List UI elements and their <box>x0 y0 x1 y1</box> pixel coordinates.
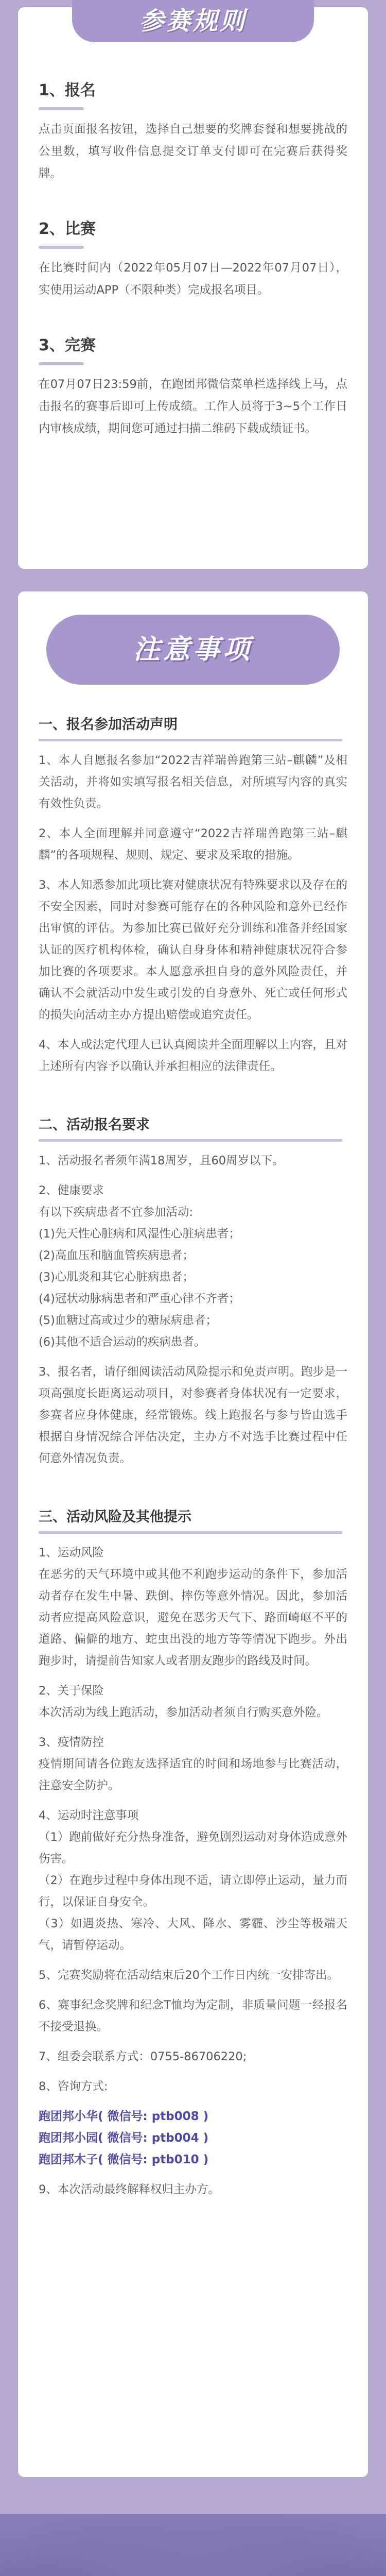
notes-banner-wrap <box>39 591 347 685</box>
disease-item: (5)血糖过高或过少的糖尿病患者； <box>39 1314 217 1327</box>
declaration-item: 4、本人或法定代理人已认真阅读并全面理解以上内容，且对上述所有内容予以确认并承担相应的法律责任。 <box>39 1038 347 1073</box>
section-underline <box>39 1139 342 1142</box>
notes-card <box>18 591 368 2477</box>
risk-item: 6、赛事纪念奖牌和纪念T恤均为定制，非质量问题一经报名不接受退换。 <box>39 1998 347 2033</box>
rules-section-title: 2、比赛 <box>39 220 96 238</box>
title-underline <box>39 246 84 249</box>
contact-wechat: 跑团邦木子( 微信号: ptb010 ) <box>39 2153 209 2166</box>
declaration-item: 1、本人自愿报名参加“2022吉祥瑞兽跑第三站–麒麟”及相关活动，并将如实填写报名相关信息，对所填写内容的真实有效性负责。 <box>39 754 347 810</box>
section-underline <box>39 1531 342 1534</box>
rules-section-body: 在比赛时间内（2022年05月07日—2022年07月07日），实使用运动APP（不限种类）完成报名项目。 <box>39 261 347 297</box>
disease-item: (6)其他不适合运动的疾病患者。 <box>39 1335 206 1349</box>
disease-item: (1)先天性心脏病和风湿性心脏病患者； <box>39 1227 240 1241</box>
notes-section-requirements <box>39 1113 347 1469</box>
risk-item: 在恶劣的天气环境中或其他不利跑步运动的条件下，参加活动者存在发生中暑、跌倒、摔伤等意外情况。因此，参加活动者应提高风险意识，避免在恶劣天气下、路面崎岖不平的道路、偏僻的地方、蛇虫出没的地方等等情况下跑步。外出跑步时，请提前告知家人或者朋友跑步的路线及时间。 <box>39 1568 347 1668</box>
contact-wechat: 跑团邦小华( 微信号: ptb008 ) <box>39 2110 209 2123</box>
risk-item: 本次活动为线上跑活动，参加活动者须自行购买意外险。 <box>39 1706 328 1719</box>
rules-section-body: 在07月07日23:59前，在跑团邦微信菜单栏选择线上马，点击报名的赛事后即可上传成绩。工作人员将于3~5个工作日内审核成绩，期间您可通过扫描二维码下载成绩证书。 <box>39 378 347 435</box>
notes-section-title: 二、活动报名要求 <box>39 1117 150 1133</box>
section-underline <box>39 739 342 741</box>
disease-item: (4)冠状动脉病患者和严重心律不齐者； <box>39 1292 240 1306</box>
disease-item: (2)高血压和脑血管疾病患者； <box>39 1249 194 1262</box>
notes-section-title: 三、活动风险及其他提示 <box>39 1509 191 1525</box>
title-underline <box>39 107 84 110</box>
rules-section-title: 1、报名 <box>39 81 96 99</box>
requirement-item: 1、活动报名者须年满18周岁，且60周岁以下。 <box>39 1154 284 1167</box>
risk-item: 5、完赛奖励将在活动结束后20个工作日内统一安排寄出。 <box>39 1969 339 1982</box>
qilin-illustration <box>0 2514 386 2576</box>
notes-section-declaration <box>39 713 347 1077</box>
qilin-artwork <box>0 2514 386 2576</box>
risk-item: （3）如遇炎热、寒冷、大风、降水、雾霾、沙尘等极端天气，请暂停运动。 <box>39 1917 347 1952</box>
requirement-item: 2、健康要求 <box>39 1184 104 1197</box>
disease-item: (3)心肌炎和其它心脏病患者； <box>39 1270 194 1284</box>
risk-item: 1、运动风险 <box>39 1546 104 1560</box>
risk-item: 3、疫情防控 <box>39 1736 104 1749</box>
notes-banner: 注意事项 <box>46 615 340 685</box>
rules-banner-wrap <box>39 7 347 42</box>
closing-statement: 9、本次活动最终解释权归主办方。 <box>39 2183 220 2196</box>
risk-item: （1）跑前做好充分热身准备，避免剧烈运动对身体造成意外伤害。 <box>39 1831 347 1866</box>
rules-section-race <box>39 217 347 301</box>
risk-item: 疫情期间请各位跑友选择适宜的时间和场地参与比赛活动，注意安全防护。 <box>39 1757 347 1792</box>
rules-banner: 参赛规则 <box>72 0 314 42</box>
risk-item: 7、组委会联系方式：0755-86706220; <box>39 2050 247 2063</box>
rules-section-body: 点击页面报名按钮，选择自己想要的奖牌套餐和想要挑战的公里数，填写收件信息提交订单支付即可在完赛后获得奖牌。 <box>39 123 347 180</box>
risk-item: 4、运动时注意事项 <box>39 1809 139 1822</box>
notes-section-title: 一、报名参加活动声明 <box>39 717 178 733</box>
requirement-item: 3、报名者，请仔细阅读活动风险提示和免责声明。跑步是一项高强度长距离运动项目，对参赛者身体状况有一定要求，参赛者应身体健康，经常锻炼。线上跑报名与参与皆由选手根据自身情况综合评估决定，主办方不对选手比赛过程中任何意外情况负责。 <box>39 1365 347 1465</box>
declaration-item: 2、本人全面理解并同意遵守“2022吉祥瑞兽跑第三站–麒麟”的各项规程、规则、规定、要求及采取的措施。 <box>39 827 347 862</box>
rules-section-title: 3、完赛 <box>39 336 96 354</box>
risk-item: 8、咨询方式: <box>39 2080 108 2093</box>
risk-item: （2）在跑步过程中身体出现不适，请立即停止运动，量力而行，以保证自身安全。 <box>39 1874 347 1909</box>
notes-section-risks <box>39 1505 347 2200</box>
rules-section-signup <box>39 78 347 185</box>
contact-wechat: 跑团邦小园( 微信号: ptb004 ) <box>39 2131 209 2145</box>
title-underline <box>39 362 84 365</box>
declaration-item: 3、本人知悉参加此项比赛对健康状况有特殊要求以及存在的不安全因素，同时对参赛可能存在的各种风险和意外已经作出审慎的评估。为参加比赛已做好充分训练和准备并经国家认证的医疗机构体检，确认自身身体和精神健康状况符合参加比赛的各项要求。本人愿意承担自身的意外风险责任，并确认不会就活动中发生或引发的自身意外、死亡或任何形式的损失向活动主办方提出赔偿或追究责任。 <box>39 878 347 1022</box>
rules-section-finish <box>39 333 347 440</box>
requirement-item: 有以下疾病患者不宜参加活动: <box>39 1206 194 1219</box>
rules-card <box>18 7 368 569</box>
risk-item: 2、关于保险 <box>39 1684 104 1698</box>
